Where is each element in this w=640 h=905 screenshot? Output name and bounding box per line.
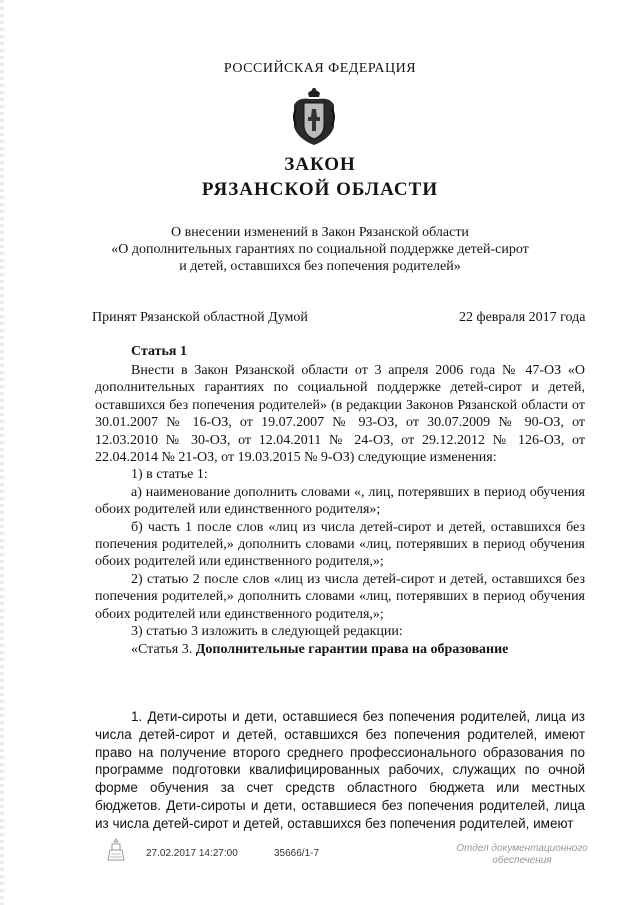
stamp-line1: Отдел документационного — [456, 843, 588, 854]
new-article-title: Дополнительные гарантии права на образование — [195, 641, 509, 657]
subject-line1: О внесении изменений в Закон Рязанской области — [171, 225, 469, 240]
coat-of-arms-icon — [290, 87, 338, 147]
scan-edge-noise — [0, 0, 4, 905]
printer-stamp-icon — [104, 838, 128, 862]
subject-line2: «О дополнительных гарантиях по социальной поддержке детей-сирот — [111, 242, 529, 257]
article-intro: Внести в Закон Рязанской области от 3 апреля 2006 года № 47-ОЗ «О дополнительных гарантиях по социальной поддержке детей-сирот и детей, оставшихся без попечения родителей» (в редакции Законов Рязанской области от 30.01.2007 № 16-ОЗ, от 19.07.2007 № 93-ОЗ, от 30.07.2009 № 90-ОЗ, от 12.03.2010 № 30-ОЗ, от 12.04.2011 № 24-ОЗ, от 29.12.2012 № 126-ОЗ, от 22.04.2014 № 21-ОЗ, от 19.03.2015 № 9-ОЗ) следующие изменения: — [95, 363, 585, 466]
office-stamp — [452, 843, 592, 867]
article-heading: Статья 1 — [131, 344, 187, 359]
item-1a: а) наименование дополнить словами «, лиц, потерявших в период обучения обоих родителей или единственного родителя»; — [95, 484, 585, 518]
adopted-by: Принят Рязанской областной Думой — [92, 310, 308, 325]
new-article-paragraph-1: 1. Дети-сироты и дети, оставшиеся без попечения родителей, лица из числа детей-сирот и детей, оставшихся без попечения родителей, имеют право на получение второго среднего профессионального образования по программе подготовки квалифицированных рабочих, служащих по очной форме обучения за счет средств областного бюджета или местных бюджетов. Дети-сироты и дети, оставшиеся без попечения родителей, лица из числа детей-сирот и детей, оставшихся без попечения родителей, имеют — [95, 709, 585, 831]
new-article-text — [95, 708, 585, 833]
item-1: 1) в статье 1: — [131, 467, 208, 483]
new-article-heading — [95, 641, 585, 658]
law-subject — [0, 224, 640, 275]
item-3: 3) статью 3 изложить в следующей редакции: — [131, 624, 403, 640]
footer-datetime: 27.02.2017 14:27:00 — [146, 848, 238, 859]
stamp-line2: обеспечения — [492, 855, 552, 866]
new-article-prefix: «Статья 3. — [131, 641, 196, 657]
law-title — [0, 152, 640, 202]
item-2: 2) статью 2 после слов «лиц из числа детей-сирот и детей, оставшихся без попечения родителей,» дополнить словами «лиц, потерявших в период обучения обоих родителей или единственного родителя,»; — [95, 571, 585, 622]
law-title-line2: РЯЗАНСКОЙ ОБЛАСТИ — [201, 179, 439, 200]
article-body — [95, 362, 585, 658]
country-header: РОССИЙСКАЯ ФЕДЕРАЦИЯ — [223, 61, 417, 76]
adopted-date: 22 февраля 2017 года — [459, 310, 586, 325]
item-1b: б) часть 1 после слов «лиц из числа детей-сирот и детей, оставшихся без попечения родителей,» дополнить словами «лиц, потерявших в период обучения обоих родителей или единственного родителя,»; — [95, 519, 585, 570]
law-title-line1: ЗАКОН — [284, 154, 356, 175]
footer-doc-number: 35666/1-7 — [274, 848, 320, 859]
subject-line3: и детей, оставшихся без попечения родителей» — [179, 259, 461, 274]
